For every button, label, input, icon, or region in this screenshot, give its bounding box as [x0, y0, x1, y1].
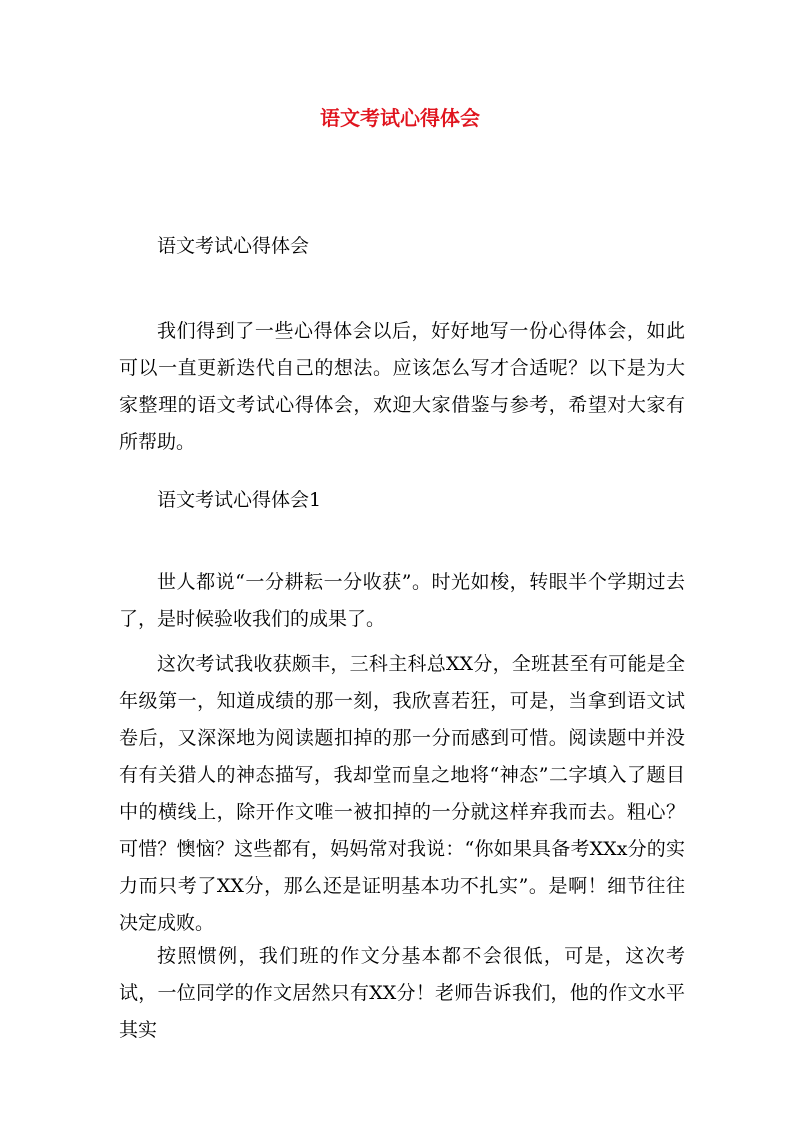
paragraph-2: 这次考试我收获颇丰，三科主科总XX分，全班甚至有可能是全年级第一，知道成绩的那一刻，我欣喜若狂，可是，当拿到语文试卷后，又深深地为阅读题扣掉的那一分而感到可惜。阅读题中并没有有关猎人的神态描写，我却堂而皇之地将“神态”二字填入了题目中的横线上，除开作文唯一被扣掉的一分就这样弃我而去。粗心？可惜？懊恼？这些都有，妈妈常对我说：“你如果具备考XXx分的实力而只考了XX分，那么还是证明基本功不扎实”。是啊！细节往往决定成败。 — [119, 653, 685, 934]
intro-paragraph: 我们得到了一些心得体会以后，好好地写一份心得体会，如此可以一直更新迭代自己的想法。应该怎么写才合适呢？以下是为大家整理的语文考试心得体会，欢迎大家借鉴与参考，希望对大家有所帮助。 — [119, 320, 685, 453]
document-title: 语文考试心得体会 — [320, 106, 480, 130]
document-subtitle: 语文考试心得体会 — [157, 235, 310, 257]
paragraph-3: 按照惯例，我们班的作文分基本都不会很低，可是，这次考试，一位同学的作文居然只有XX分！老师告诉我们，他的作文水平其实 — [119, 945, 685, 1041]
paragraph-1: 世人都说“一分耕耘一分收获”。时光如梭，转眼半个学期过去了，是时候验收我们的成果了。 — [119, 571, 685, 630]
section-heading: 语文考试心得体会1 — [157, 489, 322, 511]
